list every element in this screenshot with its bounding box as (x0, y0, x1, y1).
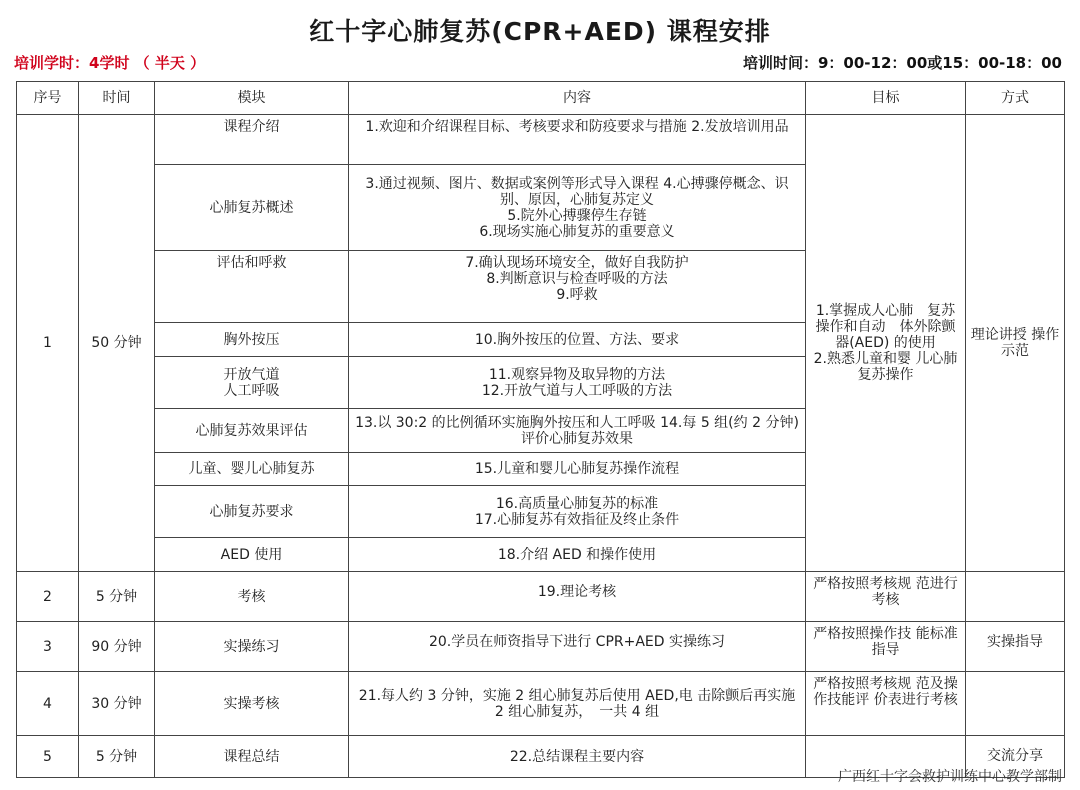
row-module: 心肺复苏概述 (155, 165, 349, 251)
row-method: 实操指导 (966, 622, 1065, 672)
row-content: 3.通过视频、图片、数据或案例等形式导入课程 4.心搏骤停概念、识别、原因，心肺复苏定义 5.院外心搏骤停生存链 6.现场实施心肺复苏的重要意义 (349, 165, 806, 251)
row-duration: 30 分钟 (79, 672, 155, 736)
row-number: 3 (17, 622, 79, 672)
col-header-no: 序号 (17, 82, 79, 115)
col-header-time: 时间 (79, 82, 155, 115)
row-module: 开放气道 人工呼吸 (155, 357, 349, 409)
row-module: 课程总结 (155, 736, 349, 778)
row-content: 18.介绍 AED 和操作使用 (349, 538, 806, 572)
row-content: 22.总结课程主要内容 (349, 736, 806, 778)
table-row (17, 622, 1065, 672)
footer-credit: 广西红十字会救护训练中心教学部制 (838, 769, 1062, 785)
schedule-table (16, 81, 1065, 778)
col-header-goal: 目标 (806, 82, 966, 115)
row-content: 1.欢迎和介绍课程目标、考核要求和防疫要求与措施 2.发放培训用品 (349, 115, 806, 165)
row-number: 5 (17, 736, 79, 778)
row-goal: 严格按照考核规 范及操作技能评 价表进行考核 (806, 672, 966, 736)
row-method: 交流分享 (966, 736, 1065, 778)
row-module: 胸外按压 (155, 323, 349, 357)
row-module: 儿童、婴儿心肺复苏 (155, 453, 349, 486)
table-row (17, 672, 1065, 736)
row-module: 课程介绍 (155, 115, 349, 165)
row-number: 2 (17, 572, 79, 622)
row-method: 理论讲授 操作示范 (966, 115, 1065, 572)
row-goal: 1.掌握成人心肺 复苏操作和自动 体外除颤器(AED) 的使用 2.熟悉儿童和婴 儿心肺复苏操作 (806, 115, 966, 572)
col-header-module: 模块 (155, 82, 349, 115)
row-content: 7.确认现场环境安全，做好自我防护 8.判断意识与检查呼吸的方法 9.呼救 (349, 251, 806, 323)
row-content: 20.学员在师资指导下进行 CPR+AED 实操练习 (349, 622, 806, 672)
row-duration: 90 分钟 (79, 622, 155, 672)
row-module: 评估和呼救 (155, 251, 349, 323)
table-row (17, 115, 1065, 165)
row-content: 15.儿童和婴儿心肺复苏操作流程 (349, 453, 806, 486)
row-content: 11.观察异物及取异物的方法 12.开放气道与人工呼吸的方法 (349, 357, 806, 409)
row-method (966, 672, 1065, 736)
row-module: 考核 (155, 572, 349, 622)
row-duration: 5 分钟 (79, 572, 155, 622)
table-row (17, 572, 1065, 622)
row-module: AED 使用 (155, 538, 349, 572)
row-content: 21.每人约 3 分钟，实施 2 组心肺复苏后使用 AED,电 击除颤后再实施 2 组心肺复苏， 一共 4 组 (349, 672, 806, 736)
row-content: 19.理论考核 (349, 572, 806, 622)
row-content: 16.高质量心肺复苏的标准 17.心肺复苏有效指征及终止条件 (349, 486, 806, 538)
page-title: 红十字心肺复苏(CPR+AED) 课程安排 (309, 17, 771, 46)
row-module: 实操考核 (155, 672, 349, 736)
row-content: 10.胸外按压的位置、方法、要求 (349, 323, 806, 357)
row-duration: 5 分钟 (79, 736, 155, 778)
header-row (17, 82, 1065, 115)
training-time: 培训时间：9：00-12：00或15：00-18：00 (742, 54, 1062, 72)
row-module: 心肺复苏要求 (155, 486, 349, 538)
row-module: 实操练习 (155, 622, 349, 672)
row-number: 1 (17, 115, 79, 572)
row-goal: 严格按照考核规 范进行考核 (806, 572, 966, 622)
row-goal: 严格按照操作技 能标准指导 (806, 622, 966, 672)
row-content: 13.以 30:2 的比例循环实施胸外按压和人工呼吸 14.每 5 组(约 2 分钟)评价心肺复苏效果 (349, 409, 806, 453)
row-duration: 50 分钟 (79, 115, 155, 572)
training-hours: 培训学时：4学时 （ 半天 ） (14, 54, 206, 72)
col-header-method: 方式 (966, 82, 1065, 115)
row-number: 4 (17, 672, 79, 736)
col-header-content: 内容 (349, 82, 806, 115)
row-module: 心肺复苏效果评估 (155, 409, 349, 453)
row-method (966, 572, 1065, 622)
